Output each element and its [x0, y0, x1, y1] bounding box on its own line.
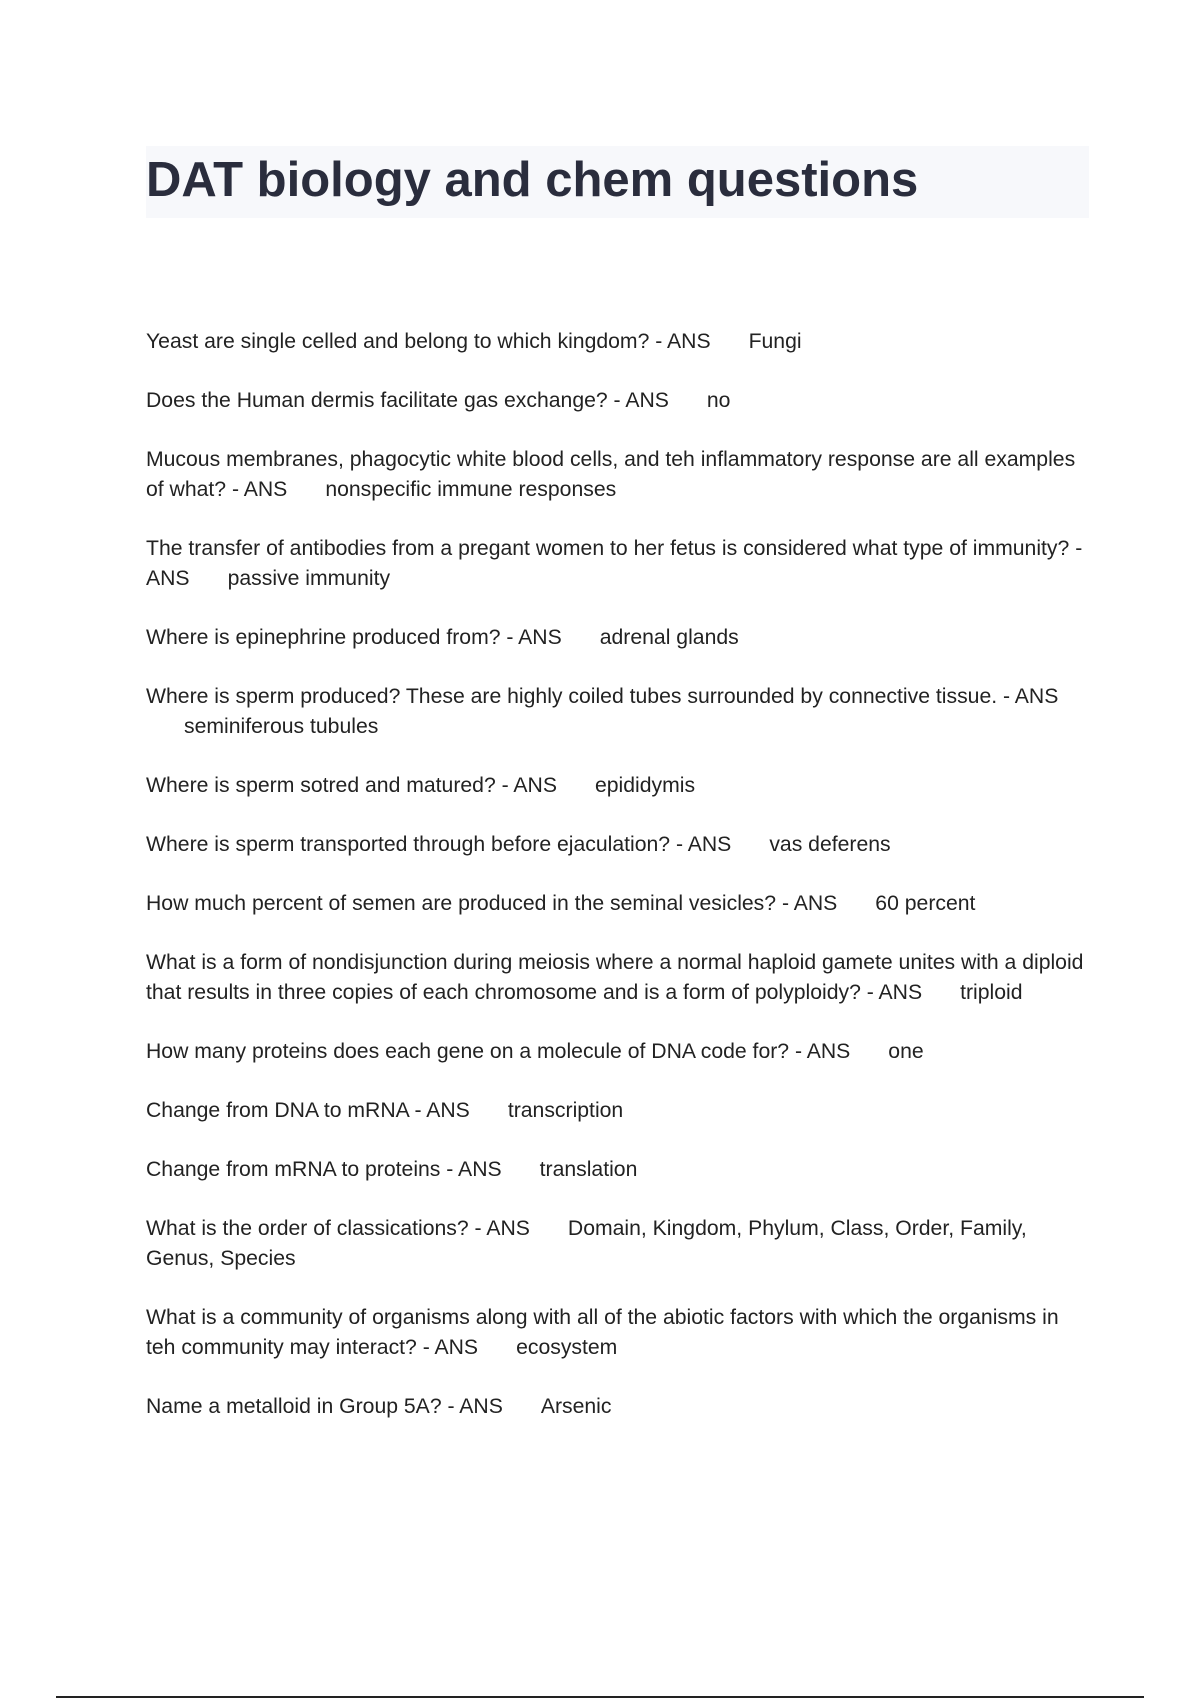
- answer-text: epididymis: [594, 774, 696, 797]
- answer-text: passive immunity: [227, 567, 391, 590]
- qa-item: [146, 623, 1091, 653]
- qa-item: [146, 948, 1091, 1008]
- qa-item: [146, 1214, 1091, 1274]
- qa-item: [146, 327, 1091, 357]
- question-text: Where is epinephrine produced from? - ANS: [146, 626, 562, 649]
- document-title: DAT biology and chem questions: [146, 153, 919, 207]
- question-text: The transfer of antibodies from a pregant women to her fetus is considered what type of immunity? - ANS: [146, 537, 1087, 590]
- qa-item: [146, 682, 1091, 742]
- qa-item: [146, 1392, 1091, 1422]
- question-text: How many proteins does each gene on a molecule of DNA code for? - ANS: [146, 1040, 851, 1063]
- question-text: Where is sperm transported through before ejaculation? - ANS: [146, 833, 732, 856]
- qa-item: [146, 1096, 1091, 1126]
- answer-text: triploid: [960, 981, 1023, 1004]
- question-text: What is the order of classications? - ANS: [146, 1217, 530, 1240]
- title-banner: [146, 146, 1089, 218]
- answer-text: no: [706, 389, 731, 412]
- question-text: Where is sperm produced? These are highly coiled tubes surrounded by connective tissue. - ANS: [146, 685, 1059, 708]
- question-text: Does the Human dermis facilitate gas exchange? - ANS: [146, 389, 669, 412]
- answer-text: transcription: [507, 1099, 624, 1122]
- qa-item: [146, 534, 1091, 594]
- qa-item: [146, 445, 1091, 505]
- question-text: How much percent of semen are produced in the seminal vesicles? - ANS: [146, 892, 838, 915]
- question-text: Change from mRNA to proteins - ANS: [146, 1158, 502, 1181]
- qa-item: [146, 386, 1091, 416]
- answer-text: seminiferous tubules: [184, 715, 379, 738]
- qa-item: [146, 771, 1091, 801]
- question-text: Mucous membranes, phagocytic white blood cells, and teh inflammatory response are all examples of what? - ANS: [146, 448, 1082, 501]
- qa-item: [146, 1303, 1091, 1363]
- question-text: What is a community of organisms along with all of the abiotic factors with which the organisms in teh community may interact? - ANS: [146, 1306, 1065, 1359]
- answer-text: ecosystem: [516, 1336, 618, 1359]
- answer-text: translation: [539, 1158, 638, 1181]
- question-text: Yeast are single celled and belong to which kingdom? - ANS: [146, 330, 711, 353]
- answer-text: Arsenic: [540, 1395, 612, 1418]
- answer-text: Fungi: [748, 330, 802, 353]
- question-text: What is a form of nondisjunction during meiosis where a normal haploid gamete unites with a diploid that results in three copies of each chromosome and is a form of polyploidy? - ANS: [146, 951, 1090, 1004]
- footer-divider: [56, 1696, 1144, 1698]
- answer-text: Domain, Kingdom, Phylum, Class, Order, Family, Genus, Species: [146, 1217, 1033, 1270]
- qa-list: [146, 327, 1091, 1451]
- question-text: Where is sperm sotred and matured? - ANS: [146, 774, 557, 797]
- qa-item: [146, 1037, 1091, 1067]
- qa-item: [146, 830, 1091, 860]
- answer-text: nonspecific immune responses: [325, 478, 617, 501]
- answer-text: vas deferens: [769, 833, 891, 856]
- qa-item: [146, 889, 1091, 919]
- answer-text: adrenal glands: [599, 626, 739, 649]
- answer-text: one: [888, 1040, 924, 1063]
- qa-item: [146, 1155, 1091, 1185]
- answer-text: 60 percent: [875, 892, 976, 915]
- question-text: Name a metalloid in Group 5A? - ANS: [146, 1395, 503, 1418]
- question-text: Change from DNA to mRNA - ANS: [146, 1099, 470, 1122]
